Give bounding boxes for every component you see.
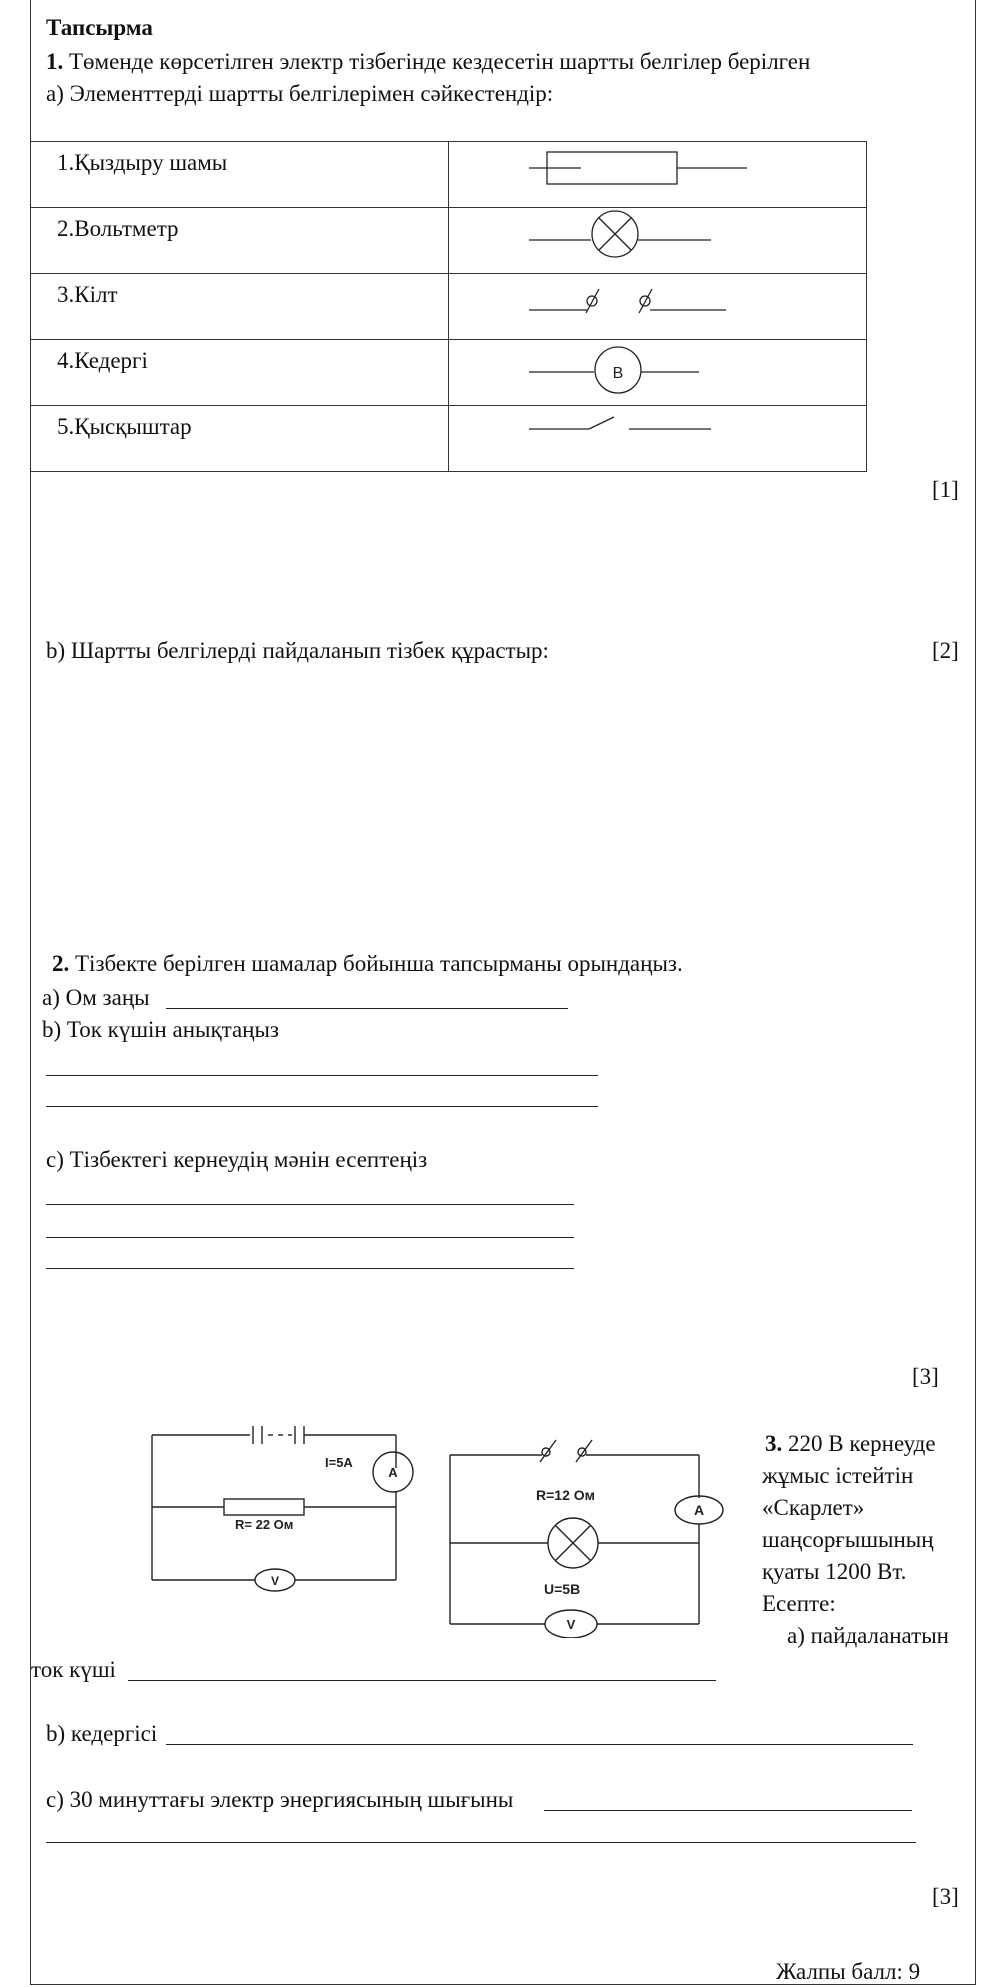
- score-q2: [3]: [912, 1364, 939, 1389]
- question-3a: а) пайдаланатын: [787, 1623, 949, 1648]
- page-border-bottom: [30, 1984, 976, 1985]
- question-3b: b) кедергісі: [46, 1721, 158, 1746]
- question-3-number: 3.: [765, 1431, 783, 1456]
- circuit-2-resistance: R=12 Ом: [536, 1487, 595, 1503]
- question-2-number: 2.: [52, 951, 70, 976]
- answer-line[interactable]: [46, 1075, 598, 1076]
- terminals-symbol: [449, 274, 867, 339]
- question-1b: b) Шартты белгілерді пайдаланып тізбек құрастыр:: [46, 638, 549, 663]
- table-row: [31, 340, 867, 406]
- lamp-symbol: [449, 208, 867, 273]
- question-1a: а) Элементтерді шартты белгілерімен сәйкестендір:: [46, 81, 554, 106]
- total-score: Жалпы балл: 9: [776, 1959, 921, 1984]
- symbol-matching-table: [30, 141, 867, 472]
- table-cell-symbol: [449, 208, 867, 274]
- question-2c: с) Тізбектегі кернеудің мәнін есептеңіз: [46, 1147, 428, 1172]
- page-border-right: [975, 0, 976, 1985]
- score-q1b: [2]: [932, 638, 959, 663]
- element-label: 4.Кедергі: [57, 348, 148, 373]
- table-row: [31, 142, 867, 208]
- page-title: Тапсырма: [46, 15, 153, 40]
- table-cell-label: [31, 208, 449, 274]
- resistor-symbol: [449, 142, 867, 207]
- circuit-2-voltmeter-letter: V: [566, 1617, 576, 1632]
- answer-line[interactable]: [46, 1268, 574, 1269]
- circuit-2-ammeter-letter: A: [693, 1502, 705, 1518]
- answer-line[interactable]: [544, 1810, 912, 1811]
- answer-line[interactable]: [166, 1744, 913, 1745]
- question-2: [52, 952, 683, 975]
- element-label: 2.Вольтметр: [57, 216, 179, 241]
- answer-line[interactable]: [128, 1680, 716, 1681]
- element-label: 1.Қыздыру шамы: [57, 150, 228, 175]
- element-label: 5.Қысқыштар: [57, 414, 192, 439]
- circuit-diagram-2: [440, 1428, 740, 1638]
- table-cell-label: [31, 274, 449, 340]
- score-q1a: [1]: [932, 477, 959, 502]
- question-1-text: Төменде көрсетілген электр тізбегінде кездесетін шартты белгілер берілген: [69, 49, 811, 74]
- element-label: 3.Кілт: [57, 282, 118, 307]
- table-cell-label: [31, 142, 449, 208]
- circuit-1-ammeter-letter: A: [388, 1465, 398, 1480]
- question-1: [46, 50, 810, 73]
- question-2-text: Тізбекте берілген шамалар бойынша тапсырманы орындаңыз.: [75, 951, 683, 976]
- switch-symbol: [449, 406, 867, 471]
- answer-line[interactable]: [46, 1106, 598, 1107]
- table-cell-label: [31, 340, 449, 406]
- question-2b: b) Ток күшін анықтаңыз: [42, 1017, 280, 1042]
- table-cell-label: [31, 406, 449, 472]
- answer-line[interactable]: [46, 1842, 916, 1843]
- table-cell-symbol: [449, 406, 867, 472]
- table-cell-symbol: [449, 340, 867, 406]
- circuit-2-voltage: U=5B: [544, 1581, 581, 1597]
- voltmeter-symbol-letter: В: [612, 365, 624, 382]
- question-2a: а) Ом заңы: [42, 985, 150, 1010]
- table-cell-symbol: [449, 274, 867, 340]
- question-3: [762, 1428, 967, 1652]
- table-row: [31, 406, 867, 472]
- circuit-1-resistance: R= 22 Ом: [235, 1517, 294, 1532]
- question-3a-continuation: ток күші: [31, 1657, 116, 1682]
- table-row: [31, 274, 867, 340]
- table-row: [31, 208, 867, 274]
- circuit-1-voltmeter-letter: V: [270, 1574, 280, 1588]
- voltmeter-symbol: [449, 340, 867, 405]
- question-3c: с) 30 минуттағы электр энергиясының шығыны: [46, 1787, 514, 1812]
- answer-line[interactable]: [166, 1008, 568, 1009]
- table-cell-symbol: [449, 142, 867, 208]
- answer-line[interactable]: [46, 1237, 574, 1238]
- circuit-diagram-1: [140, 1415, 430, 1595]
- score-q3: [3]: [932, 1884, 959, 1909]
- circuit-1-current: I=5A: [325, 1455, 353, 1470]
- question-1-number: 1.: [46, 49, 64, 74]
- answer-line[interactable]: [46, 1204, 574, 1205]
- question-3-text: 220 В кернеуде жұмыс істейтін «Скарлет» шаңсорғышының қуаты 1200 Вт. Есепте:: [762, 1431, 936, 1616]
